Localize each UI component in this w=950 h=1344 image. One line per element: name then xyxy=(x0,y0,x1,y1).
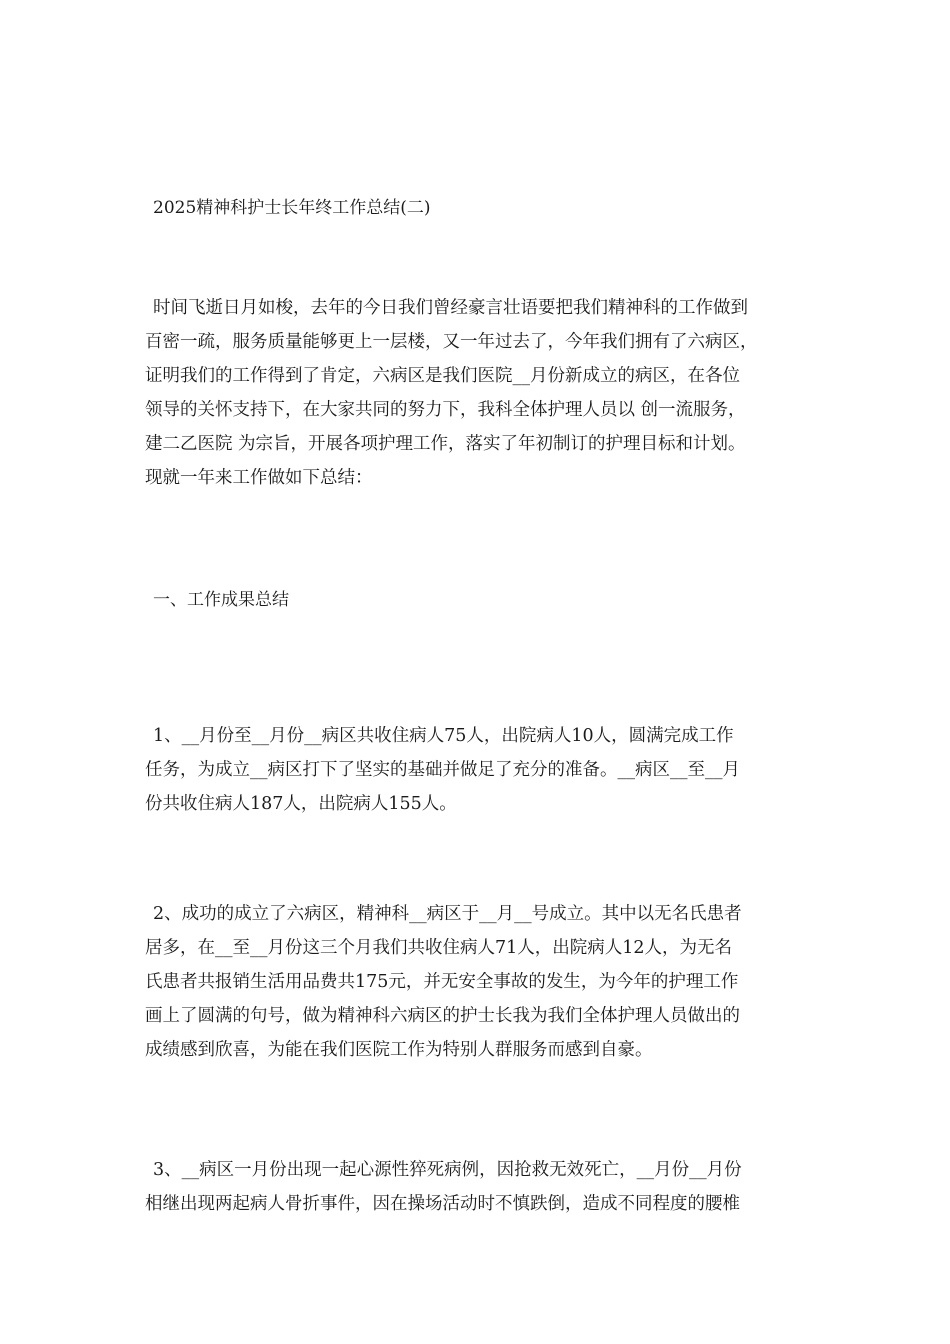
item-2-paragraph xyxy=(145,897,805,1067)
item-1-paragraph xyxy=(145,719,805,821)
item-3-paragraph xyxy=(145,1153,805,1221)
paragraph-line: 1、__月份至__月份__病区共收住病人75人，出院病人10人，圆满完成工作 xyxy=(153,726,734,746)
paragraph-line: 居多，在__至__月份这三个月我们共收住病人71人，出院病人12人，为无名 xyxy=(145,938,733,958)
paragraph-line: 氏患者共报销生活用品费共175元，并无安全事故的发生，为今年的护理工作 xyxy=(145,972,739,992)
paragraph-line: 现就一年来工作做如下总结： xyxy=(145,468,373,488)
paragraph-line: 相继出现两起病人骨折事件，因在操场活动时不慎跌倒，造成不同程度的腰椎 xyxy=(145,1194,740,1214)
paragraph-line: 份共收住病人187人，出院病人155人。 xyxy=(145,794,457,814)
paragraph-line: 建二乙医院 为宗旨，开展各项护理工作，落实了年初制订的护理目标和计划。 xyxy=(145,434,746,454)
paragraph-line: 证明我们的工作得到了肯定，六病区是我们医院__月份新成立的病区，在各位 xyxy=(145,366,740,386)
section-heading: 一、工作成果总结 xyxy=(153,590,289,610)
intro-paragraph xyxy=(145,291,805,495)
paragraph-line: 画上了圆满的句号，做为精神科六病区的护士长我为我们全体护理人员做出的 xyxy=(145,1006,740,1026)
paragraph-line: 任务，为成立__病区打下了坚实的基础并做足了充分的准备。__病区__至__月 xyxy=(145,760,740,780)
paragraph-line: 3、__病区一月份出现一起心源性猝死病例，因抢救无效死亡，__月份__月份 xyxy=(153,1160,742,1180)
paragraph-line: 成绩感到欣喜，为能在我们医院工作为特别人群服务而感到自豪。 xyxy=(145,1040,653,1060)
paragraph-line: 2、成功的成立了六病区，精神科__病区于__月__号成立。其中以无名氏患者 xyxy=(153,904,742,924)
paragraph-line: 百密一疏，服务质量能够更上一层楼，又一年过去了，今年我们拥有了六病区， xyxy=(145,332,758,352)
document-title: 2025精神科护士长年终工作总结(二) xyxy=(153,198,431,218)
paragraph-line: 领导的关怀支持下，在大家共同的努力下，我科全体护理人员以 创一流服务， xyxy=(145,400,746,420)
paragraph-line: 时间飞逝日月如梭，去年的今日我们曾经豪言壮语要把我们精神科的工作做到 xyxy=(153,298,748,318)
